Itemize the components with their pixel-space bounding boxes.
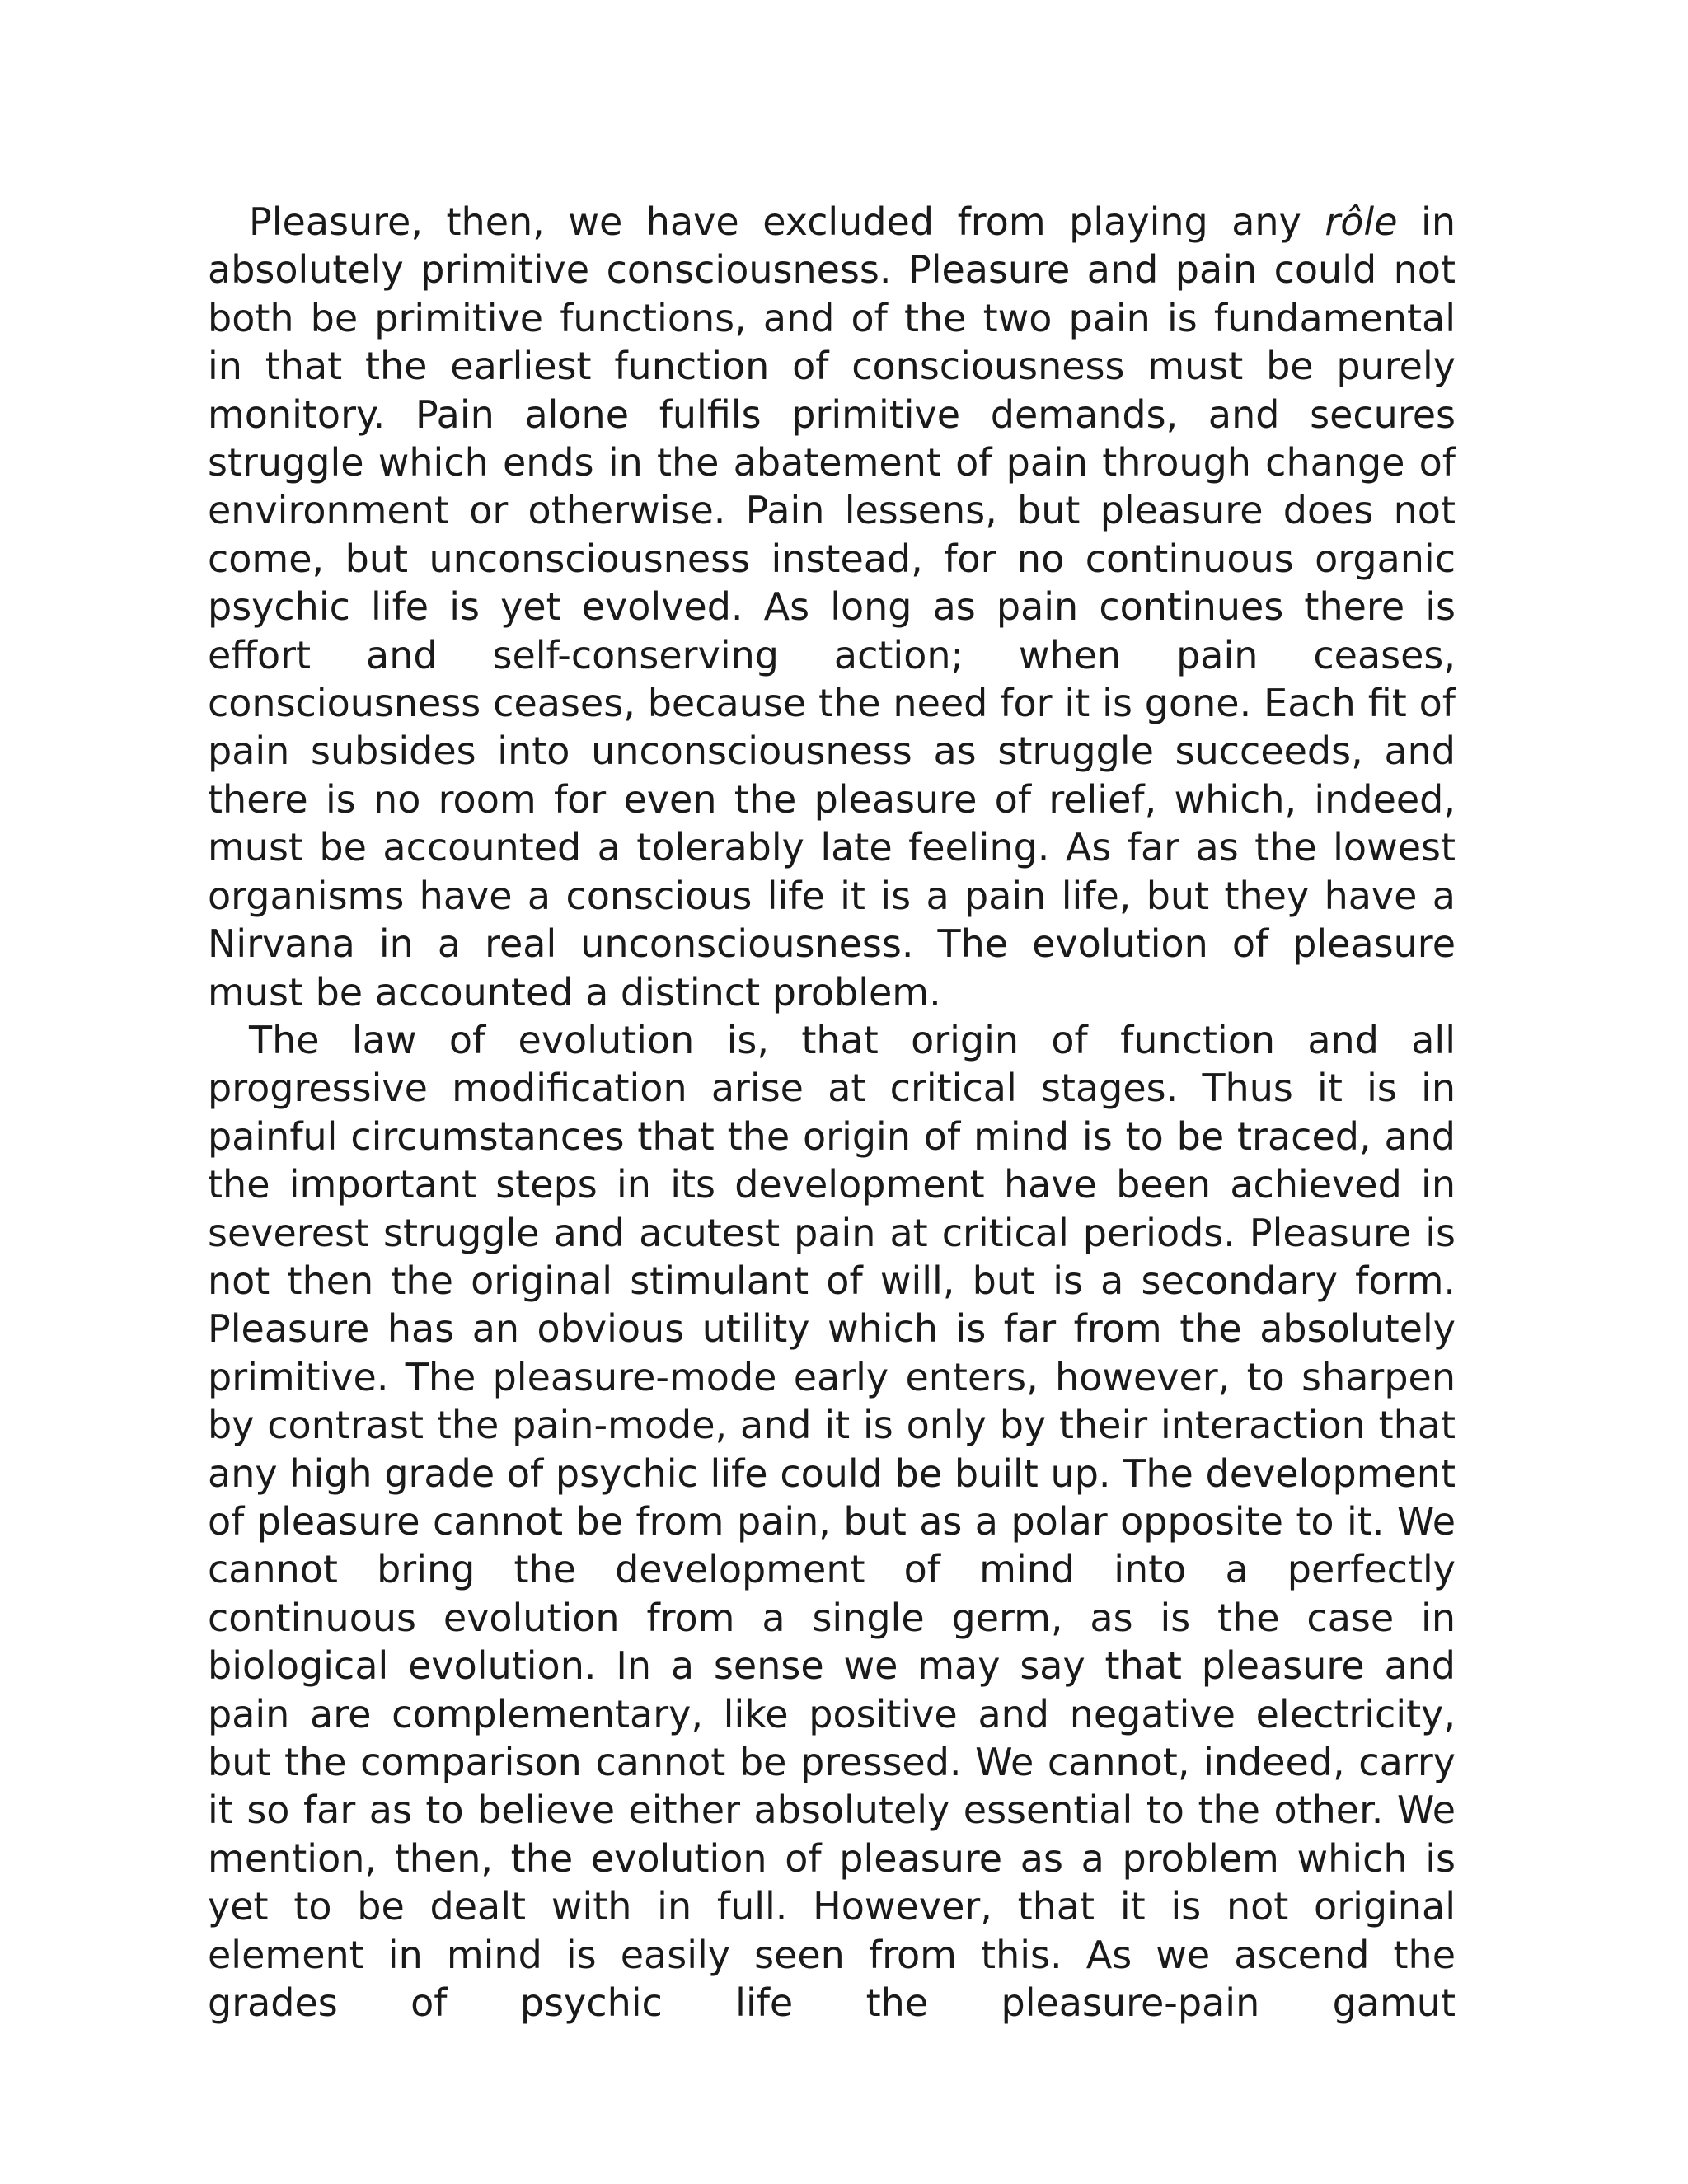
paragraph-1-text-a: Pleasure, then, we have excluded from playing any	[249, 199, 1325, 244]
paragraph-1-italic-word: rôle	[1325, 199, 1398, 244]
paragraph-2: The law of evolution is, that origin of function and all progressive modification arise at critical stages. Thus it is in painful circumstances that the origin of mind is to be traced, and the important steps in its development have been achieved in severest struggle and acutest pain at critical periods. Pleasure is not then the original stimulant of will, but is a secondary form. Pleasure has an obvious utility which is far from the absolutely primitive. The pleasure-mode early enters, however, to sharpen by contrast the pain-mode, and it is only by their interaction that any high grade of psychic life could be built up. The development of pleasure cannot be from pain, but as a polar opposite to it. We cannot bring the development of mind into a perfectly continuous evolution from a single germ, as is the case in biological evolution. In a sense we may say that pleasure and pain are complementary, like positive and negative electricity, but the comparison cannot be pressed. We cannot, indeed, carry it so far as to believe either absolutely essential to the other. We mention, then, the evolution of pleasure as a problem which is yet to be dealt with in full. However, that it is not original element in mind is easily seen from this. As we ascend the grades of psychic life the pleasure-pain gamut	[208, 1017, 1456, 2026]
paragraph-1	[208, 198, 1456, 1016]
paragraph-1-text-b: in absolutely primitive consciousness. Pleasure and pain could not both be primitive functions, and of the two pain is fundamental in that the earliest function of consciousness must be purely monitory. Pain alone fulfils primitive demands, and secures struggle which ends in the abatement of pain through change of environment or otherwise. Pain lessens, but pleasure does not come, but unconsciousness instead, for no continuous organic psychic life is yet evolved. As long as pain continues there is effort and self-conserving action; when pain ceases, consciousness ceases, because the need for it is gone. Each fit of pain subsides into unconsciousness as struggle succeeds, and there is no room for even the pleasure of relief, which, indeed, must be accounted a tolerably late feeling. As far as the lowest organisms have a conscious life it is a pain life, but they have a Nirvana in a real unconsciousness. The evolution of pleasure must be accounted a distinct problem.	[208, 199, 1456, 1015]
page-body-text	[208, 198, 1456, 2027]
